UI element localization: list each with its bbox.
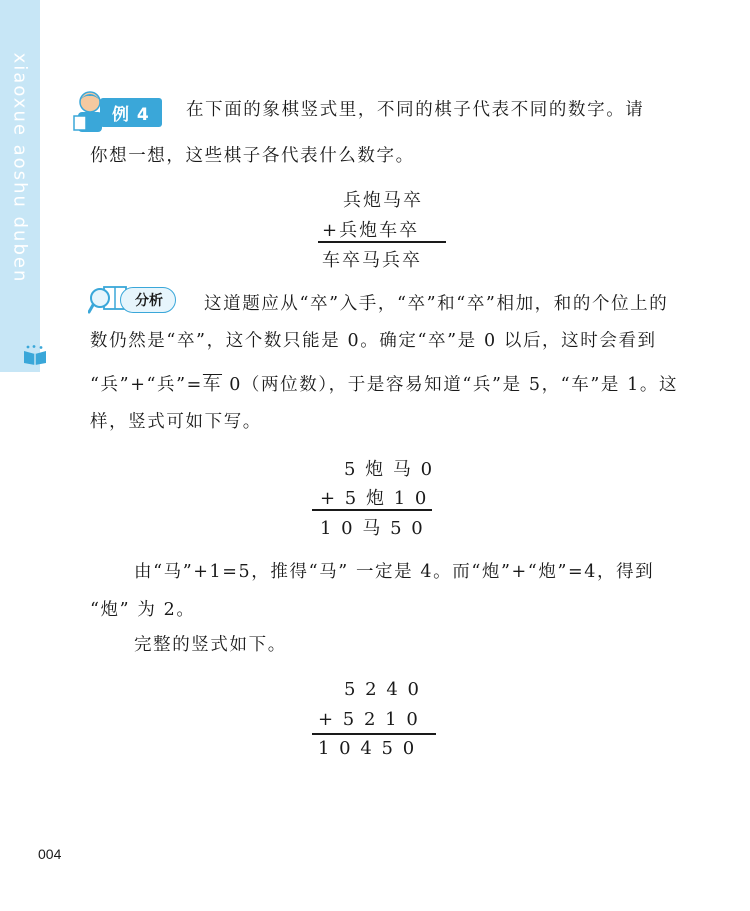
analysis-header	[88, 284, 176, 316]
page-number: 004	[38, 846, 62, 862]
analysis-line-3	[90, 371, 678, 396]
partial-calc-row-3: 1 0 马 5 0	[320, 518, 425, 539]
example-badge: 例 4	[100, 98, 162, 127]
analysis-line-7: 完整的竖式如下。	[134, 635, 287, 655]
chess-calc-row-3: 车卒马兵卒	[322, 250, 422, 271]
chess-calc-row-1: 兵炮马卒	[343, 190, 423, 211]
example-line-1: 在下面的象棋竖式里，不同的棋子代表不同的数字。请	[186, 100, 645, 120]
analysis-line-2: 数仍然是“卒”，这个数只能是 0。确定“卒”是 0 以后，这时会看到	[90, 331, 657, 351]
example-header	[72, 90, 162, 134]
analysis-badge: 分析	[120, 287, 176, 313]
analysis-line-3-part-a: “兵”+“兵”=	[90, 375, 203, 395]
analysis-line-6: “炮” 为 2。	[90, 600, 196, 620]
analysis-line-5: 由“马”+1=5，推得“马” 一定是 4。而“炮”+“炮”=4，得到	[134, 562, 655, 582]
chess-calc-rule	[318, 241, 446, 243]
final-calc-row-2: + 5 2 1 0	[318, 709, 420, 730]
analysis-line-1: 这道题应从“卒”入手，“卒”和“卒”相加，和的个位上的	[204, 294, 669, 314]
partial-calc-row-2: + 5 炮 1 0	[320, 488, 429, 509]
final-calc-row-1: 5 2 4 0	[344, 679, 421, 700]
sidebar-title: xiaoxue aoshu duben	[9, 52, 31, 284]
partial-calc-rule	[312, 509, 432, 511]
final-calc-row-3: 1 0 4 5 0	[318, 738, 417, 759]
final-calc-rule	[312, 733, 436, 735]
sidebar-stripe	[0, 0, 40, 372]
analysis-line-3-overlined: 车	[202, 375, 223, 395]
partial-calc-row-1: 5 炮 马 0	[344, 459, 435, 480]
book-icon	[22, 345, 48, 365]
example-line-2: 你想一想，这些棋子各代表什么数字。	[90, 146, 415, 166]
chess-calc-row-2: +兵炮车卒	[322, 220, 420, 241]
analysis-line-3-part-b: 0（两位数），于是容易知道“兵”是 5，“车”是 1。这	[222, 375, 679, 395]
analysis-line-4: 样，竖式可如下写。	[90, 412, 262, 432]
